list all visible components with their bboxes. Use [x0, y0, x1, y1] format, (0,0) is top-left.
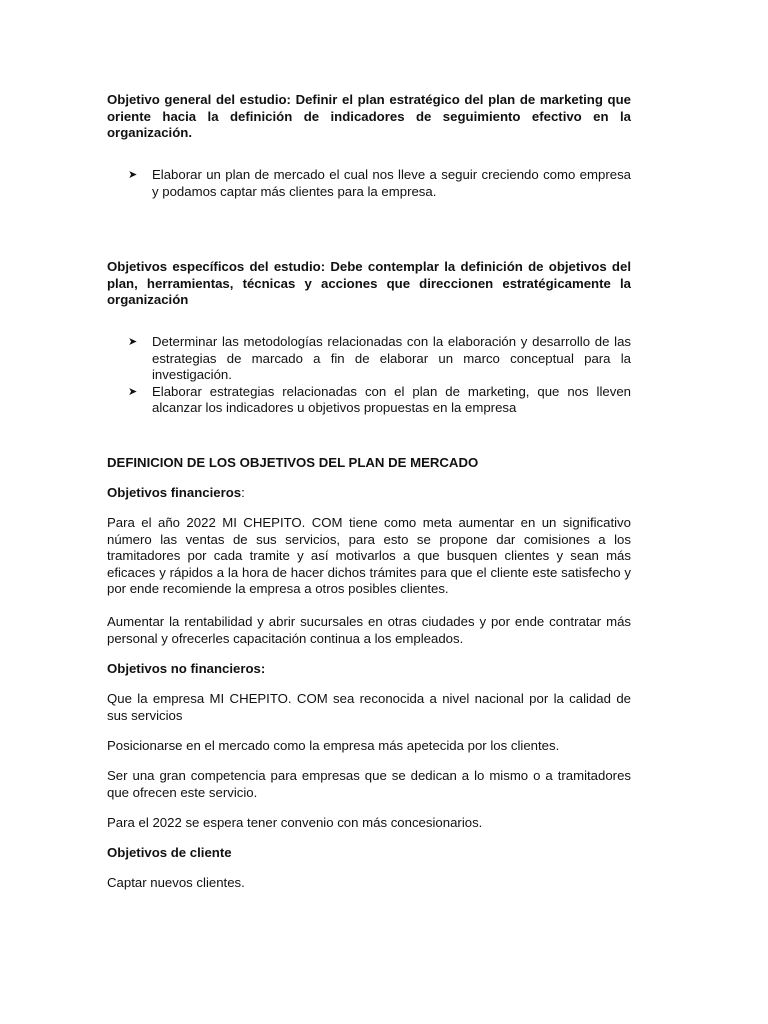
- list-item: [128, 334, 631, 384]
- objetivos-especificos-bullets: [128, 334, 631, 417]
- no-financieros-paragraph-2: Posicionarse en el mercado como la empresa más apetecida por los clientes.: [107, 738, 560, 753]
- cliente-paragraph-1: Captar nuevos clientes.: [107, 875, 245, 890]
- objetivo-general-bullets: [128, 167, 631, 200]
- financieros-heading-colon: :: [241, 485, 245, 500]
- objetivos-especificos-paragraph: Objetivos específicos del estudio: Debe contemplar la definición de objetivos del plan, herramientas, técnicas y acciones que direccionen estratégicamente la organización: [107, 259, 631, 307]
- list-item: [128, 384, 631, 417]
- arrow-bullet-icon: ➤: [128, 385, 138, 398]
- financieros-heading: [107, 485, 631, 502]
- financieros-paragraph-1: Para el año 2022 MI CHEPITO. COM tiene como meta aumentar en un significativo número las ventas de sus servicios, para esto se propone dar comisiones a los tramitadores por cada tramite y así motivarlos a que busquen clientes y sean más eficaces y rápidos a la hora de hacer dichos trámites para que el cliente este satisfecho y por ende recomiende la empresa a otros posibles clientes.: [107, 515, 631, 596]
- objetivo-general-paragraph: Objetivo general del estudio: Definir el plan estratégico del plan de marketing que oriente hacia la definición de indicadores de seguimiento efectivo en la organización.: [107, 92, 631, 140]
- no-financieros-paragraph-1: Que la empresa MI CHEPITO. COM sea reconocida a nivel nacional por la calidad de sus servicios: [107, 691, 631, 723]
- list-item-text: Elaborar estrategias relacionadas con el plan de marketing, que nos lleven alcanzar los indicadores u objetivos propuestas en la empresa: [152, 383, 631, 415]
- no-financieros-paragraph-3: Ser una gran competencia para empresas que se dedican a lo mismo o a tramitadores que ofrecen este servicio.: [107, 768, 631, 800]
- cliente-heading: Objetivos de cliente: [107, 845, 232, 860]
- section-title: DEFINICION DE LOS OBJETIVOS DEL PLAN DE MERCADO: [107, 455, 479, 470]
- financieros-heading-label: Objetivos financieros: [107, 485, 242, 500]
- arrow-bullet-icon: ➤: [128, 336, 138, 348]
- list-item-text: Determinar las metodologías relacionadas con la elaboración y desarrollo de las estrategias de marcado a fin de elaborar un marco conceptual para la investigación.: [152, 334, 631, 382]
- arrow-bullet-icon: ➤: [128, 169, 138, 181]
- no-financieros-heading: Objetivos no financieros:: [107, 661, 266, 676]
- list-item: [128, 167, 631, 200]
- list-item-text: Elaborar un plan de mercado el cual nos lleve a seguir creciendo como empresa y podamos captar más clientes para la empresa.: [152, 167, 631, 199]
- no-financieros-paragraph-4: Para el 2022 se espera tener convenio con más concesionarios.: [107, 815, 483, 830]
- financieros-paragraph-2: Aumentar la rentabilidad y abrir sucursales en otras ciudades y por ende contratar más personal y ofrecerles capacitación continua a los empleados.: [107, 614, 631, 646]
